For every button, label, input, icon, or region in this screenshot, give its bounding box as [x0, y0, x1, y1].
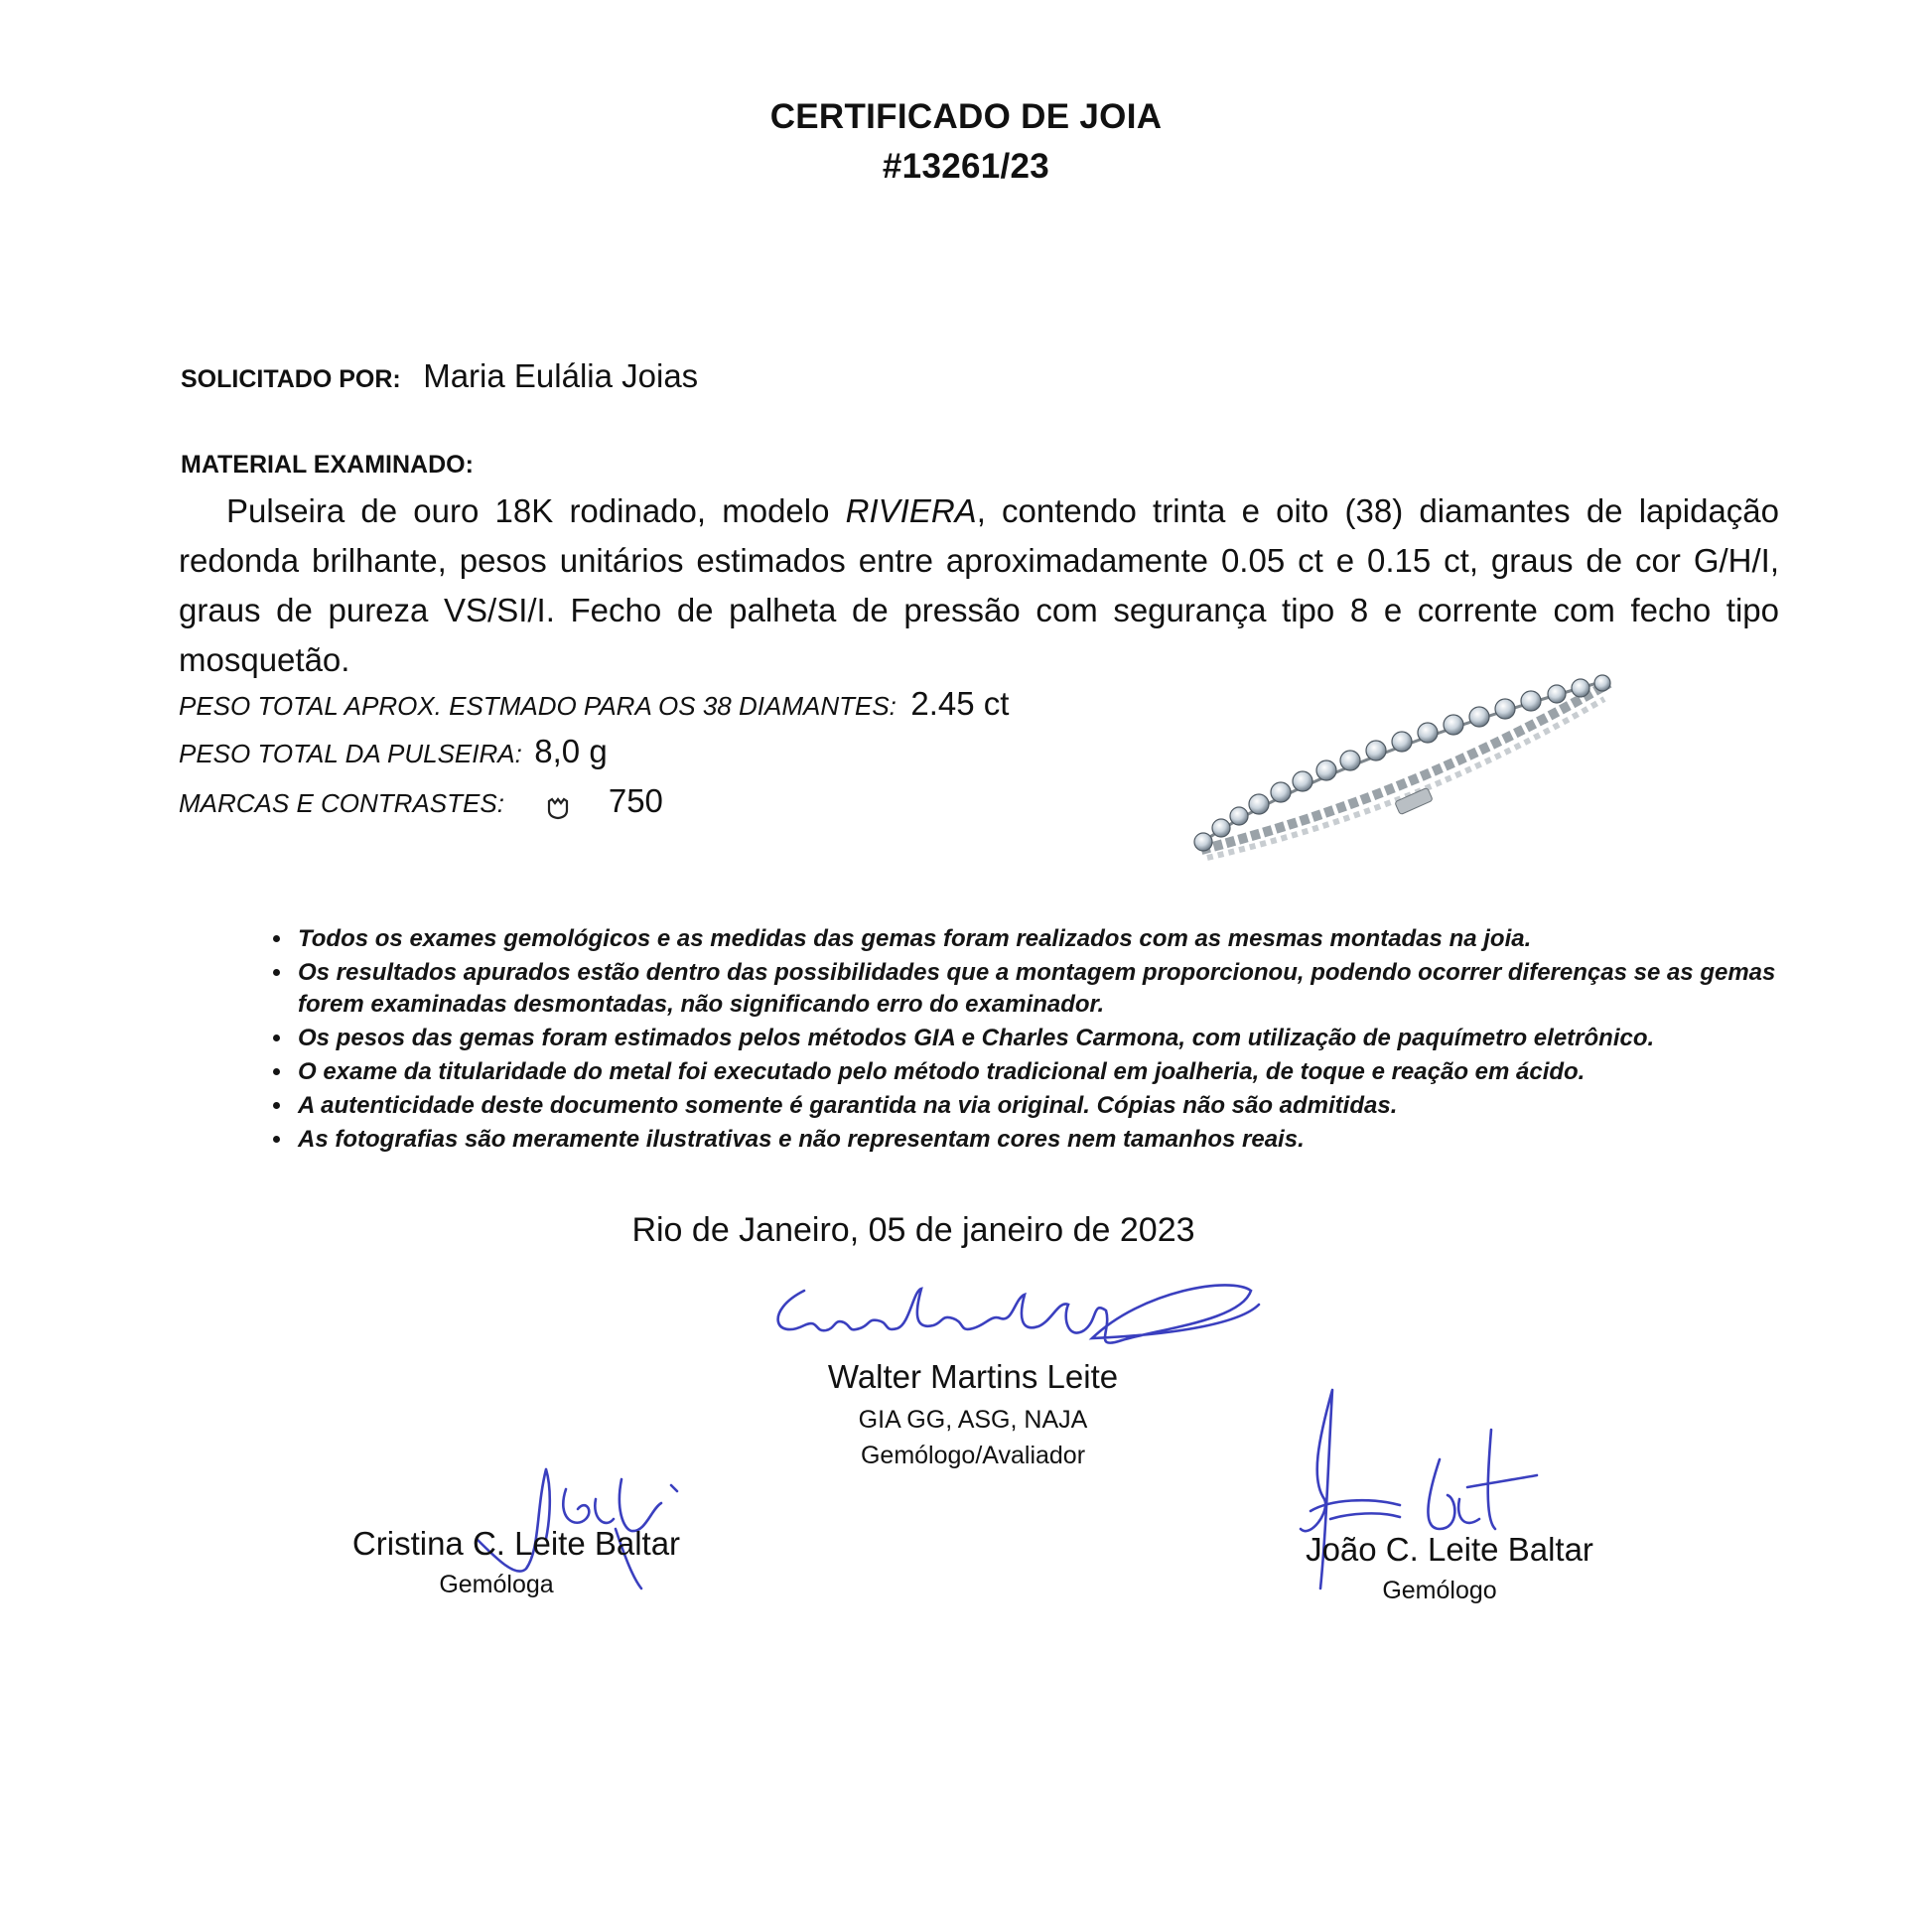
- note-item: • A autenticidade deste documento somente é garantida na via original. Cópias não são admitidas.: [294, 1090, 1843, 1122]
- material-text-part2: , contendo trinta e oito (38) diamantes de lapidação redonda brilhante, pesos unitários estimados entre aproximadamente 0.05 ct e 0.15 ct, graus de cor G/H/I, graus de pureza VS/SI/I. Fecho de palheta de pressão com segurança tipo 8 e corrente com fecho tipo mosquetão.: [179, 492, 1779, 678]
- note-item: • As fotografias são meramente ilustrativas e não representam cores nem tamanhos reais.: [294, 1124, 1843, 1156]
- bracelet-weight-value: 8,0 g: [534, 733, 608, 769]
- hallmark-icon: [546, 796, 570, 820]
- material-description: [179, 486, 1779, 685]
- diamond-weight-row: [179, 685, 1009, 723]
- signatory-right-role: Gemólogo: [1382, 1577, 1497, 1604]
- signatory-left-name: Cristina C. Leite Baltar: [351, 1525, 681, 1562]
- signatory-main-name: Walter Martins Leite: [827, 1358, 1119, 1395]
- requester-label: SOLICITADO POR:: [181, 365, 401, 393]
- marks-row: [179, 782, 663, 820]
- signatory-main-credentials: GIA GG, ASG, NAJA: [858, 1406, 1088, 1434]
- signatory-main-role: Gemólogo/Avaliador: [860, 1442, 1086, 1469]
- bracelet-weight-label: PESO TOTAL DA PULSEIRA:: [179, 739, 522, 768]
- requester-row: [181, 357, 698, 395]
- notes-list: [238, 923, 1843, 1158]
- note-item: • Os resultados apurados estão dentro das possibilidades que a montagem proporcionou, podendo ocorrer diferenças se as gemas forem examinadas desmontadas, não significando erro do examinador.: [294, 957, 1843, 1021]
- note-item: • O exame da titularidade do metal foi executado pelo método tradicional em joalheria, de toque e reação em ácido.: [294, 1056, 1843, 1088]
- material-label: MATERIAL EXAMINADO:: [181, 451, 474, 479]
- diamond-weight-value: 2.45 ct: [910, 685, 1010, 722]
- material-model: RIVIERA: [845, 492, 977, 529]
- marks-value: 750: [608, 782, 663, 819]
- diamond-weight-label: PESO TOTAL APROX. ESTMADO PARA OS 38 DIAMANTES:: [179, 691, 897, 721]
- bracelet-photo: [1187, 663, 1624, 874]
- signatory-left-role: Gemóloga: [439, 1571, 554, 1598]
- certificate-title: CERTIFICADO DE JOIA: [769, 97, 1163, 136]
- note-item: • Todos os exames gemológicos e as medidas das gemas foram realizados com as mesmas montadas na joia.: [294, 923, 1843, 955]
- signatory-right-name: João C. Leite Baltar: [1306, 1531, 1593, 1568]
- note-item: • Os pesos das gemas foram estimados pelos métodos GIA e Charles Carmona, com utilização de paquímetro eletrônico.: [294, 1023, 1843, 1054]
- certificate-number: #13261/23: [882, 147, 1050, 186]
- place-date: Rio de Janeiro, 05 de janeiro de 2023: [631, 1211, 1195, 1249]
- signature-walter: [764, 1271, 1261, 1360]
- marks-label: MARCAS E CONTRASTES:: [179, 788, 504, 818]
- material-text-part1: Pulseira de ouro 18K rodinado, modelo: [226, 492, 846, 529]
- bracelet-weight-row: [179, 733, 608, 770]
- requester-value: Maria Eulália Joias: [423, 357, 699, 394]
